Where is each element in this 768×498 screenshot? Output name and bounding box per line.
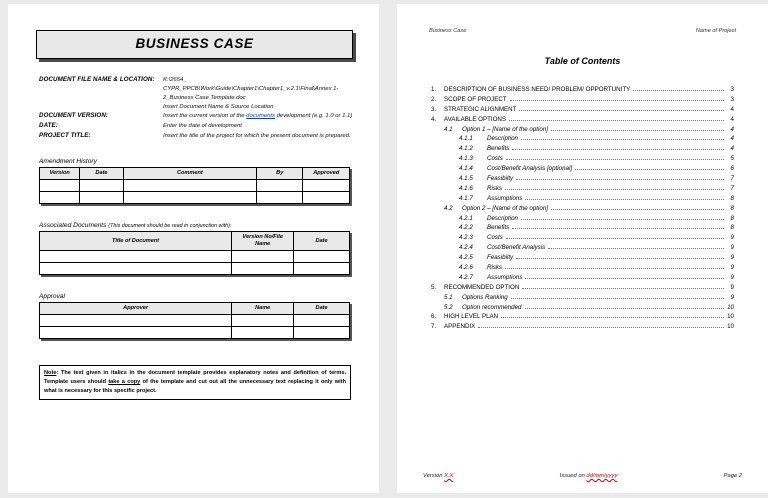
toc-entry-page-number: 9 [730,254,734,262]
toc-entry-label: Option recommended [462,303,522,311]
cell-approved[interactable] [303,180,350,192]
toc-entry[interactable] [431,304,734,311]
toc-entry[interactable] [431,126,734,133]
toc-entry-label: HIGH LEVEL PLAN [444,313,499,321]
toc-entry-page-number: 4 [730,105,734,113]
toc-entry[interactable] [431,294,734,301]
table-of-contents-list [417,86,748,330]
toc-entry[interactable] [431,313,734,320]
toc-entry-page-number: 9 [730,273,734,281]
table-header-row [40,232,350,251]
associated-documents-caption [39,222,357,229]
toc-entry[interactable] [431,234,734,241]
cell-approved[interactable] [303,192,350,204]
column-header-version: Version [40,168,80,180]
cell-version-no[interactable] [232,263,294,275]
running-header [417,28,748,34]
field-row-date [39,122,357,131]
cell-version[interactable] [40,192,80,204]
footer-issued [560,473,618,479]
toc-entry-number: 4. [431,115,437,123]
toc-entry-number: 6. [431,313,437,321]
note-label: Note [44,370,57,377]
footer-version-value: X.X [444,473,454,479]
amendment-history-caption-text: Amendment History [39,158,97,166]
toc-entry-number: 4.1.1 [459,135,473,143]
toc-entry[interactable] [431,145,734,152]
toc-leader-dots [551,130,724,131]
document-metadata-fields [39,76,357,141]
amendment-history-table [39,167,350,204]
toc-entry-number: 4.2.1 [459,214,473,222]
field-row-file-name [39,76,357,111]
field-label-project-title: PROJECT TITLE: [39,132,91,140]
toc-leader-dots [525,199,724,200]
cell-by[interactable] [256,192,303,204]
toc-entry-label: Cost/Benefit Analysis [optional] [487,165,573,173]
version-hint-suffix: development (e.g. 1.0 or 1.1) [275,113,353,120]
toc-entry-label: Assumptions [487,273,523,281]
toc-entry[interactable] [431,284,734,291]
toc-entry-number: 4.1.5 [459,175,473,183]
toc-entry-page-number: 9 [730,293,734,301]
note-text-part1: : The text given in italics in the document template provides explanatory notes and definition of terms. Template users should [44,370,346,386]
column-header-by: By [256,168,303,180]
amendment-history-caption [39,158,357,165]
toc-leader-dots [516,258,724,259]
toc-entry-page-number: 4 [730,115,734,123]
toc-entry-number: 4.1 [444,125,453,133]
footer-issued-label: Issued on [559,473,587,479]
toc-entry-page-number: 9 [730,234,734,242]
cell-date[interactable] [80,180,123,192]
cell-comment[interactable] [123,180,256,192]
toc-entry-number: 4.1.7 [459,194,473,202]
toc-entry-label: Benefits [487,224,510,232]
toc-entry-page-number: 4 [730,125,734,133]
toc-entry-label: APPENDIX [444,323,476,331]
footer-page-number: Page 2 [723,473,742,479]
toc-leader-dots [512,228,724,229]
toc-entry-page-number: 9 [730,283,734,291]
project-title-hint: Insert the title of the project for which the present document is prepared. [163,133,351,140]
toc-entry-number: 4.1.3 [459,155,473,163]
toc-leader-dots [516,179,724,180]
table-row[interactable] [40,263,350,275]
cell-date[interactable] [294,327,350,339]
cell-date[interactable] [294,263,350,275]
toc-entry-label: Feasibilty [487,254,514,262]
toc-entry-label: Assumptions [487,194,523,202]
field-label-document-version: DOCUMENT VERSION: [39,112,109,120]
cell-date[interactable] [294,315,350,327]
field-label-file-name: DOCUMENT FILE NAME & LOCATION: [39,76,155,83]
toc-entry-page-number: 10 [727,313,734,321]
toc-leader-dots [519,110,724,111]
toc-entry-page-number: 9 [730,244,734,252]
toc-entry-number: 5.2 [444,303,453,311]
cell-version[interactable] [40,180,80,192]
column-header-version-no-file-name: Version No/File Name [232,232,294,251]
toc-leader-dots [521,139,724,140]
toc-entry[interactable] [431,323,734,330]
table-row[interactable] [40,315,350,327]
toc-entry[interactable] [431,175,734,182]
cell-approver[interactable] [40,315,232,327]
toc-entry-label: STRATEGIC ALIGNMENT [444,105,517,113]
toc-entry-number: 4.2.5 [459,254,473,262]
cell-title[interactable] [40,251,232,263]
toc-entry[interactable] [431,106,734,113]
toc-entry[interactable] [431,274,734,281]
toc-entry-number: 3. [431,105,437,113]
column-header-date: Date [294,303,350,315]
column-header-name: Name [232,303,294,315]
toc-entry[interactable] [431,264,734,271]
toc-leader-dots [522,288,724,289]
column-header-comment: Comment [123,168,256,180]
toc-entry[interactable] [431,116,734,123]
toc-entry-page-number: 8 [730,194,734,202]
column-header-approver: Approver [40,303,232,315]
running-header-right: Name of Project [695,28,736,34]
cell-name[interactable] [232,315,294,327]
toc-leader-dots [505,268,724,269]
toc-leader-dots [478,327,724,328]
cell-approver[interactable] [40,327,232,339]
table-header-row [40,303,350,315]
toc-entry-number: 1. [431,86,437,93]
toc-entry-label: Description [487,135,518,143]
table-of-contents-title: Table of Contents [544,56,621,66]
toc-entry-page-number: 3 [730,95,734,103]
field-row-project-title [39,132,357,141]
toc-entry-label: DESCRIPTION OF BUSINESS NEED/ PROBLEM/ OPPORTUNITY [444,86,631,93]
toc-entry-number: 7. [431,323,437,331]
file-path-line-1: K:\2654_ [163,77,187,83]
column-header-approved: Approved [303,168,350,180]
toc-entry-number: 4.2.7 [459,273,473,281]
toc-entry[interactable] [431,96,734,103]
approval-table [39,302,350,339]
toc-entry[interactable] [431,155,734,162]
toc-entry-number: 4.2.2 [459,224,473,232]
toc-leader-dots [525,278,724,279]
cell-by[interactable] [256,180,303,192]
toc-entry-page-number: 4 [730,145,734,153]
field-value-project-title [163,132,357,141]
toc-entry-page-number: 10 [727,303,734,311]
toc-entry-label: Description [487,214,518,222]
footer-version-label: Version [423,473,445,479]
toc-leader-dots [525,308,724,309]
toc-leader-dots [521,219,724,220]
note-box [39,365,351,400]
toc-entry-page-number: 6 [730,165,734,173]
field-label-date: DATE: [39,122,58,130]
file-path-line-2: CYPR_PPCB\Work\Guide\Chapter1\Chapter1_v.2.1\Final\Annex 1-2_Business Case Template.doc [163,85,339,101]
column-header-date: Date [294,232,350,251]
toc-leader-dots [501,317,724,318]
running-footer [397,473,768,479]
toc-entry-label: AVAILABLE OPTIONS [444,115,507,123]
toc-entry-label: SCOPE OF PROJECT [444,95,507,103]
document-page-2 [397,4,768,493]
business-case-title-banner [36,30,353,59]
cell-title[interactable] [40,263,232,275]
toc-entry-page-number: 3 [730,86,734,93]
table-row[interactable] [40,180,350,192]
documents-hyperlink[interactable]: documents [246,113,275,120]
toc-entry-page-number: 8 [730,224,734,232]
toc-entry-page-number: 5 [730,155,734,163]
approval-caption-text: Approval [39,293,66,301]
toc-entry[interactable] [431,205,734,212]
toc-leader-dots [633,90,724,91]
note-text-part2: of the template and cut out all the unnecessary text replacing it only with what is necessary for this specific project. [44,379,346,394]
file-path-hint: Insert Document Name & Source Location [163,103,274,110]
toc-entry-label: Risks [487,184,503,192]
toc-leader-dots [512,149,724,150]
toc-entry[interactable] [431,165,734,172]
toc-entry-label: Options Ranking [462,293,508,301]
field-row-document-version [39,112,357,121]
footer-issued-value: dd/mm/yyyy [586,473,618,479]
toc-entry-label: Cost/Benefit Analysis [487,244,546,252]
cell-date[interactable] [294,251,350,263]
toc-leader-dots [511,298,724,299]
cell-comment[interactable] [123,192,256,204]
toc-entry-label: Costs [487,155,503,163]
approval-caption [39,293,357,300]
page-title: BUSINESS CASE [135,36,254,51]
toc-entry-number: 4.2.6 [459,264,473,272]
toc-entry-label: Option 1 – [Name of the option] [462,125,548,133]
toc-leader-dots [548,248,724,249]
running-header-left: Business Case [429,28,467,34]
toc-entry-page-number: 7 [730,175,734,183]
toc-entry[interactable] [431,135,734,142]
toc-entry-label: Benefits [487,145,510,153]
table-row[interactable] [40,327,350,339]
toc-entry[interactable] [431,224,734,231]
toc-entry-number: 4.2.3 [459,234,473,242]
field-value-document-version [163,112,357,121]
footer-version [423,473,453,479]
toc-leader-dots [506,159,724,160]
toc-entry-label: Costs [487,234,503,242]
toc-leader-dots [509,120,724,121]
column-header-title-of-document: Title of Document [40,232,232,251]
table-row[interactable] [40,192,350,204]
cell-name[interactable] [232,327,294,339]
toc-entry-page-number: 4 [730,135,734,143]
toc-leader-dots [551,209,724,210]
toc-entry[interactable] [431,254,734,261]
associated-documents-table [39,231,350,275]
toc-entry[interactable] [431,195,734,202]
version-hint-prefix: Insert the current version of the [163,113,247,120]
associated-documents-caption-text: Associated Documents [39,222,107,230]
toc-entry[interactable] [431,244,734,251]
toc-entry-number: 5. [431,283,437,291]
toc-entry-page-number: 9 [730,264,734,272]
toc-entry-number: 4.1.6 [459,184,473,192]
field-value-date: Enter the date of development [163,123,242,130]
toc-entry-label: Feasibilty [487,175,514,183]
toc-entry[interactable] [431,185,734,192]
cell-date[interactable] [80,192,123,204]
note-take-a-copy-link[interactable]: take a copy [108,379,141,386]
toc-entry-label: Risks [487,264,503,272]
table-header-row [40,168,350,180]
toc-entry-number: 4.2.4 [459,244,473,252]
associated-documents-caption-note: (This document should be read in conjunction with): [108,223,232,230]
column-header-date: Date [80,168,123,180]
toc-entry-number: 5.1 [444,293,453,301]
table-row[interactable] [40,251,350,263]
toc-entry[interactable] [431,215,734,222]
toc-leader-dots [510,100,724,101]
toc-entry-page-number: 8 [730,214,734,222]
cell-version-no[interactable] [232,251,294,263]
toc-entry-label: Option 2 – [Name of the option] [462,204,548,212]
toc-entry-page-number: 7 [730,184,734,192]
toc-entry[interactable] [431,86,734,93]
toc-leader-dots [575,169,724,170]
field-value-file-name [163,76,357,111]
toc-entry-label: RECOMMENDED OPTION [444,283,520,291]
toc-entry-number: 2. [431,95,437,103]
toc-entry-number: 4.1.2 [459,145,473,153]
toc-entry-number: 4.1.4 [459,165,473,173]
toc-leader-dots [506,238,724,239]
toc-entry-page-number: 8 [730,204,734,212]
toc-entry-page-number: 10 [727,323,734,331]
toc-leader-dots [505,189,724,190]
toc-entry-number: 4.2 [444,204,453,212]
document-page-1 [8,4,379,493]
